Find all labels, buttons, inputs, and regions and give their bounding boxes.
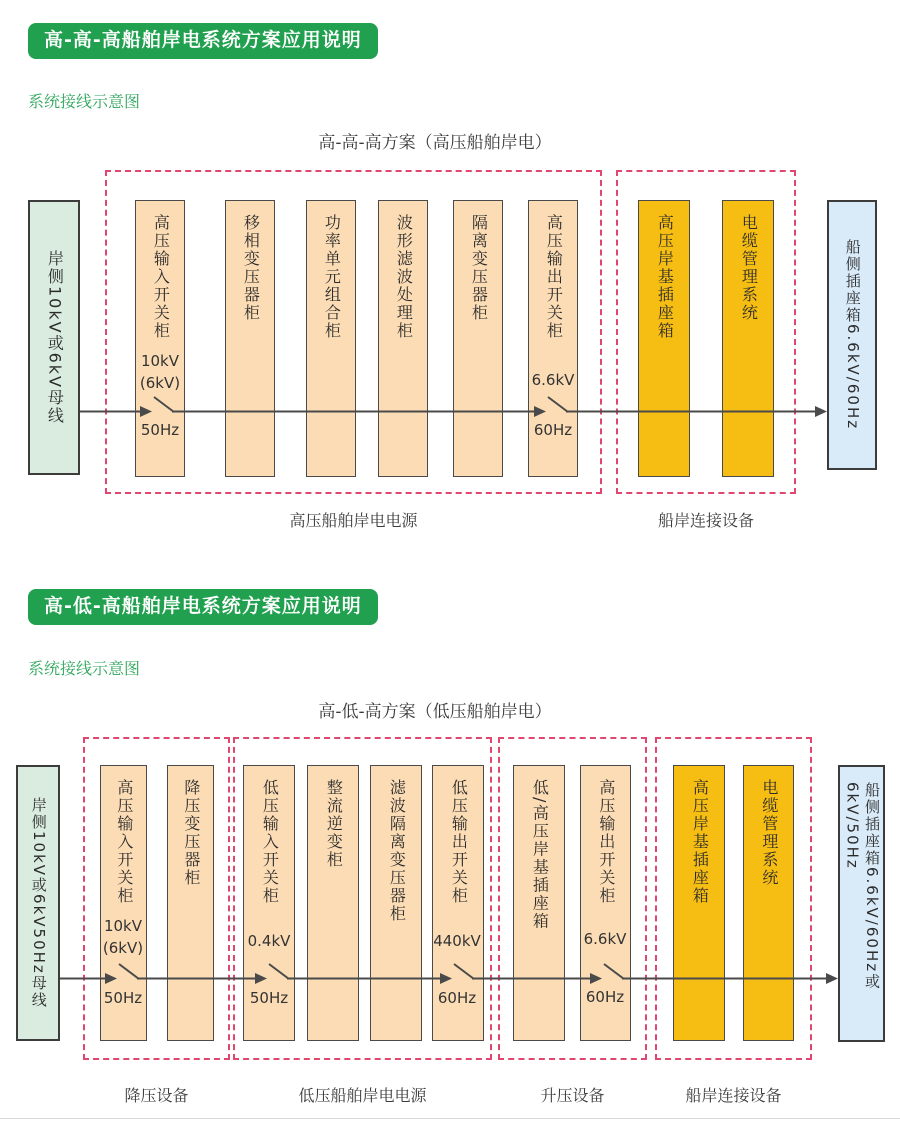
cabinet-power-unit <box>306 200 356 477</box>
switch-voltage-label: 440kV <box>433 932 481 950</box>
group-caption-step-down: 降压设备 <box>124 1086 189 1105</box>
switch-frequency-label: 50Hz <box>140 421 180 439</box>
cabinet-isolation-transformer <box>453 200 503 477</box>
ship-socket-box <box>827 200 877 470</box>
ship-socket-label: 船侧插座箱6.6kV/60Hz或6kV/50Hz <box>843 781 881 990</box>
cabinet-label: 高压输出开关柜 <box>544 214 564 340</box>
cabinet-label: 高压输出开关柜 <box>596 779 616 905</box>
shore-bus-label: 岸侧10kV或6kV50Hz母线 <box>29 797 48 1009</box>
cabinet-label: 波形滤波处理柜 <box>394 214 414 340</box>
cabinet-label: 功率单元组合柜 <box>322 214 342 340</box>
cabinet-label: 低/高压岸基插座箱 <box>530 779 550 931</box>
shore-bus-box <box>28 200 80 475</box>
cabinet-label: 低压输入开关柜 <box>260 779 280 905</box>
switch-voltage-label: 10kV <box>140 352 180 370</box>
scheme2-title-badge: 高-低-高船舶岸电系统方案应用说明 <box>28 589 378 625</box>
cabinet-label: 电缆管理系统 <box>759 779 779 887</box>
shore-bus-box <box>16 765 60 1041</box>
cabinet-label: 电缆管理系统 <box>739 214 759 322</box>
ship-socket-box <box>838 765 885 1042</box>
diagram1-title: 高-高-高方案（高压船舶岸电） <box>318 133 552 153</box>
scheme1-wiring-subtitle: 系统接线示意图 <box>28 92 141 111</box>
switch-voltage-label: 6.6kV <box>531 371 575 389</box>
cabinet-label: 整流逆变柜 <box>324 779 344 869</box>
group-caption-connect: 船岸连接设备 <box>657 511 754 530</box>
cabinet-step-down-transformer <box>167 765 214 1041</box>
cabinet-label: 高压岸基插座箱 <box>655 214 675 340</box>
switch-voltage-alt-label: (6kV) <box>139 374 181 392</box>
switch-voltage-label: 10kV <box>103 917 143 935</box>
group-caption-connect: 船岸连接设备 <box>685 1086 782 1105</box>
scheme2-wiring-subtitle: 系统接线示意图 <box>28 659 141 678</box>
switch-voltage-label: 6.6kV <box>583 930 627 948</box>
shore-bus-label: 岸侧10kV或6kV母线 <box>45 250 65 425</box>
cabinet-label: 隔离变压器柜 <box>469 214 489 322</box>
cabinet-label: 降压变压器柜 <box>181 779 201 887</box>
cabinet-wave-filter <box>378 200 428 477</box>
group-caption-lv-power: 低压船舶岸电电源 <box>298 1086 427 1105</box>
switch-frequency-label: 60Hz <box>437 989 477 1007</box>
group-caption-step-up: 升压设备 <box>540 1086 605 1105</box>
switch-frequency-label: 60Hz <box>585 988 625 1006</box>
switch-voltage-label: 0.4kV <box>247 932 291 950</box>
cabinet-phase-shift-transformer <box>225 200 275 477</box>
cabinet-label: 高压输入开关柜 <box>114 779 134 905</box>
cabinet-label: 移相变压器柜 <box>241 214 261 322</box>
switch-frequency-label: 50Hz <box>103 989 143 1007</box>
hv-shore-plug-box <box>673 765 725 1041</box>
group-caption-hv-power: 高压船舶岸电电源 <box>289 511 418 530</box>
cable-management-box <box>743 765 794 1041</box>
hv-shore-plug-box <box>638 200 690 477</box>
cabinet-filter-isolation-transformer <box>370 765 422 1041</box>
diagram2-title: 高-低-高方案（低压船舶岸电） <box>318 702 552 722</box>
footer-divider <box>0 1118 900 1119</box>
cabinet-rectifier-inverter <box>307 765 359 1041</box>
cable-management-box <box>722 200 774 477</box>
ship-socket-label: 船侧插座箱6.6kV/60Hz <box>843 239 862 431</box>
switch-voltage-alt-label: (6kV) <box>102 939 144 957</box>
cabinet-label: 滤波隔离变压器柜 <box>387 779 407 923</box>
switch-frequency-label: 60Hz <box>533 421 573 439</box>
cabinet-label: 低压输出开关柜 <box>449 779 469 905</box>
cabinet-label: 高压输入开关柜 <box>151 214 171 340</box>
cabinet-label: 高压岸基插座箱 <box>690 779 710 905</box>
switch-frequency-label: 50Hz <box>249 989 289 1007</box>
cabinet-lv-hv-shore-plug <box>513 765 565 1041</box>
scheme1-title-badge: 高-高-高船舶岸电系统方案应用说明 <box>28 23 378 59</box>
